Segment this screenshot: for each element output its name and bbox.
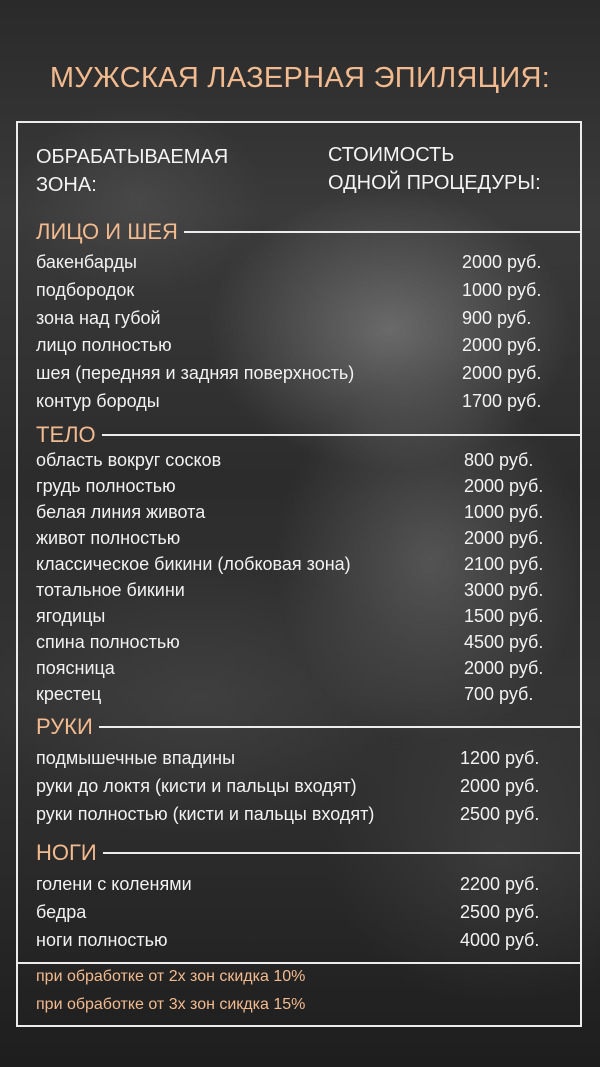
price-row [36,476,566,502]
zone-price: 2000 руб. [460,776,540,796]
price-row [36,902,566,928]
zone-price: 1200 руб. [460,748,540,768]
zone-price: 1000 руб. [464,502,544,522]
price-row [36,280,566,306]
price-row [36,930,566,956]
discount-note-3-zones: при обработке от 3х зон сикдка 15% [36,996,306,1013]
zone-price: 1700 руб. [462,391,542,411]
zone-price: 1500 руб. [464,606,544,626]
price-row [36,391,566,417]
zone-name: классическое бикини (лобковая зона) [36,554,351,574]
section-divider [99,726,582,728]
zone-price: 700 руб. [464,684,534,704]
section-face-neck-title [36,217,582,247]
zone-price: 900 руб. [462,308,532,328]
section-label: ЛИЦО И ШЕЯ [36,219,178,244]
section-divider [103,852,582,854]
zone-name: бакенбарды [36,252,137,272]
zone-price: 2000 руб. [464,528,544,548]
zone-name: лицо полностью [36,335,172,355]
section-legs-title [36,838,582,868]
zone-price: 2000 руб. [462,335,542,355]
zone-name: руки до локтя (кисти и пальцы входят) [36,776,357,796]
price-row [36,580,566,606]
zone-price: 2000 руб. [462,363,542,383]
price-row [36,335,566,361]
price-row [36,804,566,830]
price-row [36,554,566,580]
zone-name: поясница [36,658,115,678]
section-divider [184,231,582,233]
zone-name: ягодицы [36,606,106,626]
price-row [36,874,566,900]
price-row [36,528,566,554]
zone-name: ноги полностью [36,930,168,950]
zone-name: живот полностью [36,528,181,548]
zone-price: 2100 руб. [464,554,544,574]
section-label: ТЕЛО [36,422,96,447]
price-row [36,252,566,278]
zone-price: 3000 руб. [464,580,544,600]
zone-name: тотальное бикини [36,580,185,600]
zone-price: 4500 руб. [464,632,544,652]
price-row [36,363,566,389]
price-header-line-1: СТОИМОСТЬ [328,144,455,166]
zone-name: голени с коленями [36,874,192,894]
price-row [36,748,566,774]
section-label: РУКИ [36,714,93,739]
zone-name: подмышечные впадины [36,748,236,768]
price-row [36,632,566,658]
zone-name: спина полностью [36,632,180,652]
zone-price: 2000 руб. [464,476,544,496]
section-arms-title [36,712,582,742]
page-title: МУЖСКАЯ ЛАЗЕРНАЯ ЭПИЛЯЦИЯ: [49,62,551,94]
zone-column-header [36,143,296,199]
zone-name: шея (передняя и задняя поверхность) [36,363,355,383]
zone-name: грудь полностью [36,476,176,496]
zone-price: 2200 руб. [460,874,540,894]
notes-divider [16,962,582,964]
price-row [36,308,566,334]
price-row [36,658,566,684]
section-divider [102,434,582,436]
price-column-header [328,141,578,197]
zone-price: 2000 руб. [464,658,544,678]
zone-name: белая линия живота [36,502,206,522]
price-row [36,502,566,528]
zone-price: 2500 руб. [460,804,540,824]
section-body-title [36,420,582,450]
zone-name: бедра [36,902,87,922]
zone-price: 2500 руб. [460,902,540,922]
zone-header-line-2: ЗОНА: [36,174,97,196]
zone-name: область вокруг сосков [36,450,222,470]
price-row [36,450,566,476]
zone-name: руки полностью (кисти и пальцы входят) [36,804,375,824]
zone-name: подбородок [36,280,135,300]
price-row [36,776,566,802]
price-row [36,606,566,632]
price-header-line-2: ОДНОЙ ПРОЦЕДУРЫ: [328,172,541,194]
zone-price: 1000 руб. [462,280,542,300]
price-row [36,684,566,710]
zone-price: 800 руб. [464,450,534,470]
section-label: НОГИ [36,840,97,865]
zone-name: контур бороды [36,391,160,411]
zone-price: 4000 руб. [460,930,540,950]
zone-name: зона над губой [36,308,161,328]
zone-price: 2000 руб. [462,252,542,272]
zone-name: крестец [36,684,102,704]
discount-note-2-zones: при обработке от 2х зон скидка 10% [36,968,306,985]
zone-header-line-1: ОБРАБАТЫВАЕМАЯ [36,146,229,168]
